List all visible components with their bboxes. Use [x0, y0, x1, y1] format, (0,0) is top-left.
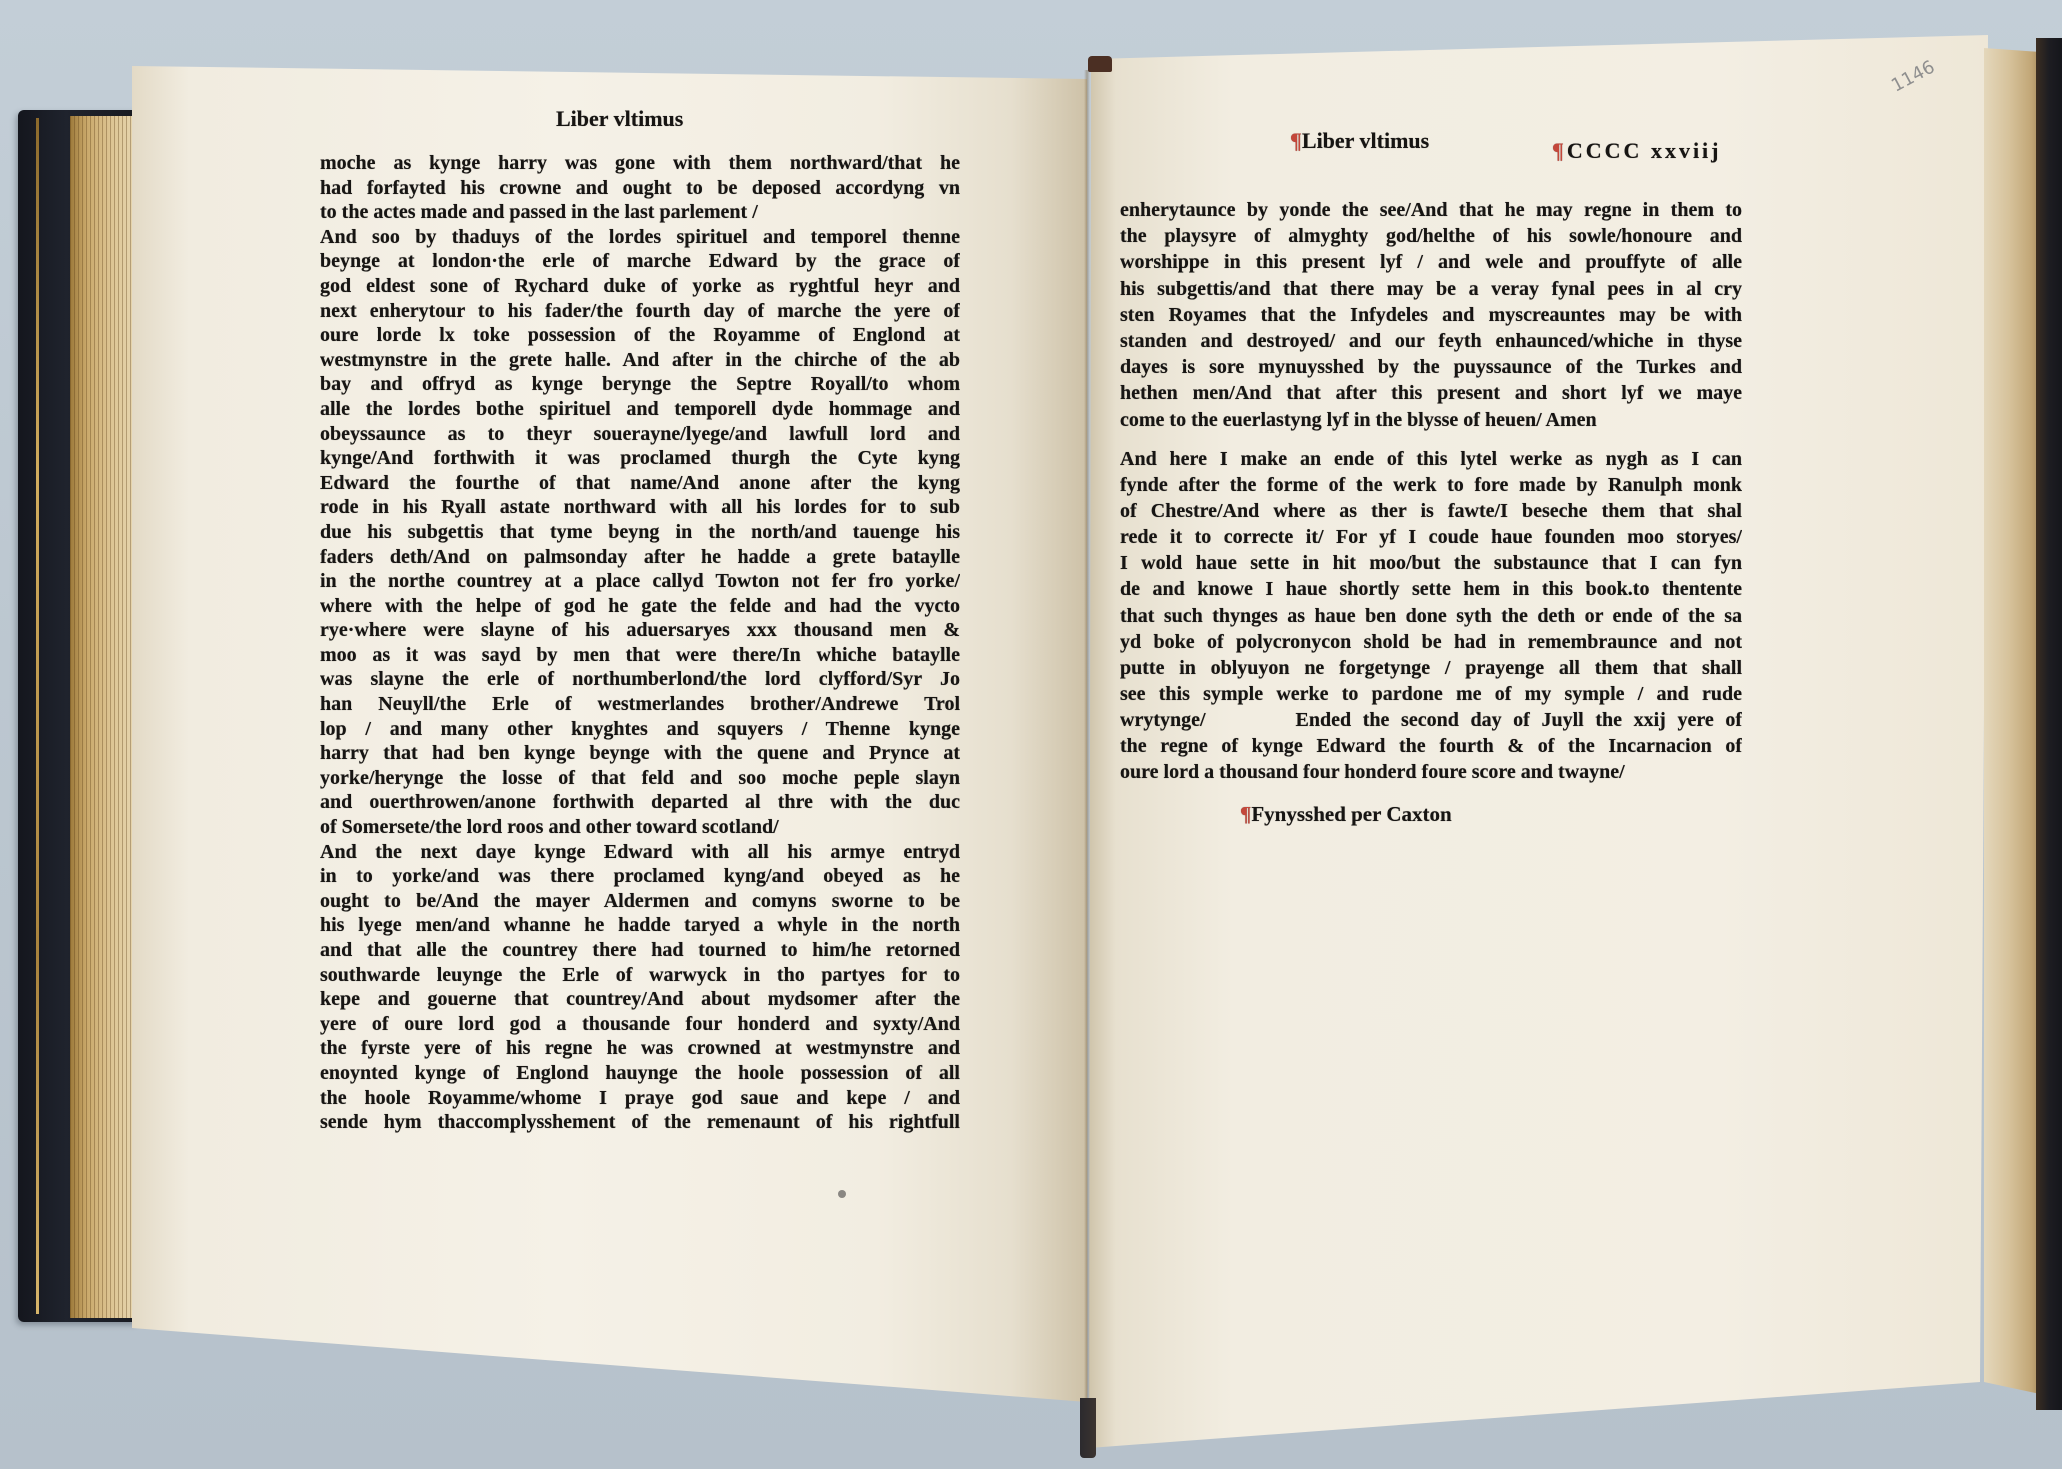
text-line: moo as it was sayd by men that were there/In whiche bataylle [320, 643, 960, 666]
text-line: And soo by thaduys of the lordes spirituel and temporel thenne [320, 225, 960, 248]
colophon-text: Fynysshed per Caxton [1251, 802, 1452, 826]
text-line: due his subgettis that tyme beyng in the north/and tauenge his [320, 520, 960, 543]
text-line: enherytaunce by yonde the see/And that he may regne in them to [1120, 199, 1742, 221]
text-line: and that alle the countrey there had tourned to him/he retorned [320, 939, 960, 961]
right-running-head [1290, 128, 1429, 154]
text-line: oure lord a thousand four honderd foure score and twayne/ [1120, 761, 1625, 784]
left-running-head: Liber vltimus [556, 106, 684, 131]
text-line: rede it to correcte it/ For yf I coude haue founden moo storyes/ [1120, 526, 1742, 549]
text-line: enoynted kynge of Englond hauynge the hoole possession of all [320, 1061, 960, 1084]
text-line: dayes is sore mynuysshed by the puyssaunce of the Turkes and [1120, 356, 1742, 379]
text-line: westmynstre in the grete halle. And after in the chirche of the ab [320, 348, 960, 371]
text-line: worshippe in this present lyf / and wele and prouffyte of alle [1120, 251, 1742, 274]
gilt-fillet [36, 118, 39, 1314]
text-line: of Chestre/And where as ther is fawte/I beseche them that shal [1120, 500, 1742, 523]
text-line: obeyssaunce as to theyr souerayne/lyege/and lawfull lord and [320, 422, 960, 445]
text-line: faders deth/And on palmsonday after he hadde a grete bataylle [320, 545, 960, 568]
text-line: kepe and gouerne that countrey/And about mydsomer after the [320, 988, 960, 1011]
text-line: yd boke of polycronycon shold be had in remembraunce and not [1120, 630, 1742, 653]
text-line: rode in his Ryall astate northward with all his lordes for to sub [320, 496, 960, 519]
text-line: I wold haue sette in hit moo/but the substaunce that I can fyn [1120, 552, 1742, 575]
text-line: his lyege men/and whanne he hadde taryed a whyle in the north [320, 914, 960, 937]
paraph-mark: ¶ [1290, 128, 1302, 153]
text-line: ought to be/And the mayer Aldermen and comyns sworne to be [320, 889, 960, 912]
folio-number [1552, 138, 1722, 164]
text-line: his subgettis/and that there may be a veray fynal pees in al cry [1120, 277, 1742, 300]
pencil-shelfmark: 1146 [1888, 56, 1939, 97]
text-line: And the next daye kynge Edward with all his armye entryd [320, 840, 960, 863]
text-line: sten Royames that the Infydeles and myscreauntes may be with [1120, 303, 1742, 326]
text-line: god eldest sone of Rychard duke of yorke as ryghtful heyr and [320, 274, 960, 297]
text-line: alle the lordes bothe spirituel and temporell dyde hommage and [320, 397, 960, 420]
text-line: the hoole Royamme/whome I praye god saue and kepe / and [320, 1086, 960, 1109]
text-line: putte in oblyuyon ne forgetynge / prayenge all them that shall [1120, 656, 1742, 679]
paraph-mark: ¶ [1240, 802, 1252, 826]
text-line: to the actes made and passed in the last parlement / [320, 201, 758, 224]
folio-text: CCCC xxviij [1566, 138, 1722, 163]
text-line: southwarde leuynge the Erle of warwyck in tho partyes for to [320, 963, 960, 986]
text-line: of Somersete/the lord roos and other toward scotland/ [320, 816, 779, 839]
text-line: yere of oure lord god a thousande four honderd and syxty/And [320, 1012, 960, 1035]
text-line: kynge/And forthwith it was proclamed thurgh the Cyte kyng [320, 447, 960, 470]
paraph-mark: ¶ [1552, 138, 1567, 163]
text-line: harry that had ben kynge beynge with the quene and Prynce at [320, 742, 960, 765]
right-text-paragraph-1 [1120, 197, 1742, 433]
spine-tailcap [1080, 1398, 1096, 1458]
right-page-block-edge [1984, 48, 2040, 1394]
text-line: beynge at london·the erle of marche Edward by the grace of [320, 250, 960, 273]
text-line: the fyrste yere of his regne he was crowned at westmynstre and [320, 1037, 960, 1060]
text-line: de and knowe I haue shortly sette hem in this book.to thentente [1120, 578, 1742, 601]
text-line: that such thynges as haue ben done syth the deth or ende of the sa [1120, 604, 1742, 627]
spine-headcap [1088, 56, 1112, 72]
gilt-page-edges [70, 116, 136, 1318]
text-line-start: wrytynge/ [1120, 708, 1206, 731]
text-line: next enherytour to his fader/the fourth day of marche the yere of [320, 299, 960, 322]
page-spot [838, 1190, 846, 1198]
text-line: standen and destroyed/ and our feyth enhaunced/whiche in thyse [1120, 329, 1742, 352]
text-line: the regne of kynge Edward the fourth & of the Incarnacion of [1120, 735, 1742, 758]
left-text-block [320, 151, 960, 1135]
text-line: and ouerthrowen/anone forthwith departed al thre with the duc [320, 791, 960, 814]
text-line: Edward the fourthe of that name/And anone after the kyng [320, 471, 960, 494]
running-head-title: Liber vltimus [1301, 128, 1430, 153]
text-line: rye·where were slayne of his aduersaryes xxx thousand men & [320, 619, 960, 642]
text-line: moche as kynge harry was gone with them northward/that he [320, 152, 960, 174]
text-line: And here I make an ende of this lytel werke as nygh as I can [1120, 448, 1742, 470]
text-line: oure lorde lx toke possession of the Royamme of Englond at [320, 324, 960, 347]
right-book-cover [2036, 38, 2062, 1410]
text-line: yorke/herynge the losse of that feld and soo moche peple slayn [320, 766, 960, 789]
text-line: where with the helpe of god he gate the felde and had the vycto [320, 594, 960, 617]
colophon [1240, 802, 1452, 827]
right-text-paragraph-2 [1120, 446, 1742, 785]
book-gutter [1084, 70, 1090, 1450]
text-line [1120, 707, 1742, 733]
text-line: come to the euerlastyng lyf in the blysse of heuen/ Amen [1120, 408, 1597, 431]
text-line: sende hym thaccomplysshement of the remenaunt of his rightfull [320, 1111, 960, 1134]
text-line: fynde after the forme of the werk to fore made by Ranulph monk [1120, 474, 1742, 497]
text-line: was slayne the erle of northumberlond/the lord clyfford/Syr Jo [320, 668, 960, 691]
text-line-end: Ended the second day of Juyll the xxij yere of [1295, 708, 1742, 731]
text-line: han Neuyll/the Erle of westmerlandes brother/Andrewe Trol [320, 693, 960, 716]
text-line: bay and offryd as kynge berynge the Septre Royall/to whom [320, 373, 960, 396]
text-line: in to yorke/and was there proclamed kyng/and obeyed as he [320, 865, 960, 888]
text-line: lop / and many other knyghtes and squyers / Thenne kynge [320, 717, 960, 740]
text-line: had forfayted his crowne and ought to be deposed accordyng vn [320, 176, 960, 199]
text-line: see this symple werke to pardone me of my symple / and rude [1120, 682, 1742, 705]
text-line: the playsyre of almyghty god/helthe of his sowle/honoure and [1120, 225, 1742, 248]
text-line: hethen men/And that after this present and short lyf we maye [1120, 382, 1742, 405]
text-line: in the northe countrey at a place callyd Towton not fer fro yorke/ [320, 570, 960, 593]
